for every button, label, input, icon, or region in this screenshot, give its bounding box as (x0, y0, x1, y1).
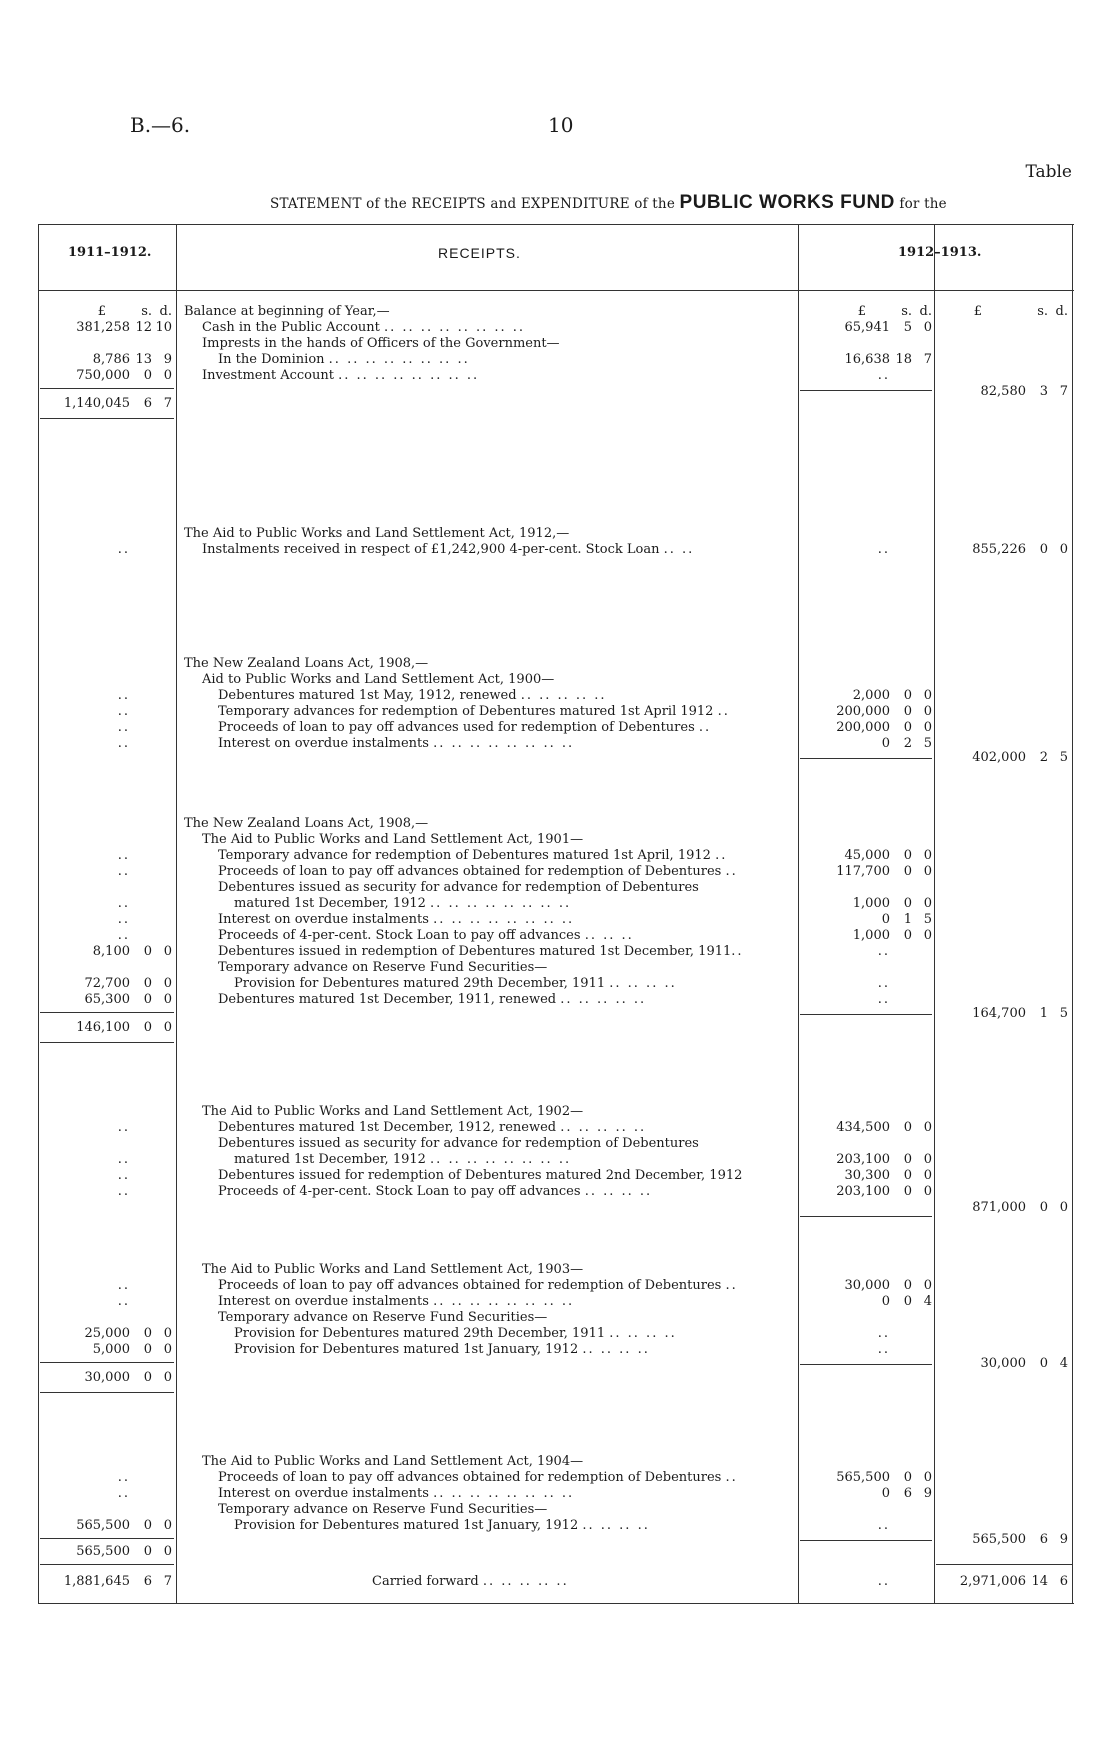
col-rule-left (38, 224, 39, 1604)
nz1901-line-1: Temporary advance for redemption of Debentures matured 1st April, 1912 .. (218, 848, 728, 863)
nz1901-line-2: Proceeds of loan to pay off advances obtained for redemption of Debentures .. (218, 864, 738, 879)
balance-dominion: In the Dominion .. .. .. .. .. .. .. .. (218, 352, 470, 367)
aid1903-mid-col: 30,000 0 0 0 0 4 .. .. (844, 1278, 932, 1357)
nz1901-line-6: Debentures issued in redemption of Debentures matured 1st December, 1911.. (218, 944, 744, 959)
nz1901-left-rule-2 (40, 1042, 174, 1043)
aid1902-line-2b: matured 1st December, 1912 .. .. .. .. .. .. .. .. (234, 1152, 572, 1167)
col-head-1912: 1912–1913. (898, 245, 982, 260)
table-top-rule (38, 224, 1074, 225)
currency-head-left: £ s. d. (97, 304, 172, 319)
col-rule-3 (934, 224, 935, 1604)
section-aid-1902 (184, 1104, 792, 1200)
aid1912-left: .. (117, 542, 130, 557)
aid1904-line-4: Provision for Debentures matured 1st January, 1912 .. .. .. .. (234, 1518, 650, 1533)
aid1904-right-total: 565,500 6 9 (972, 1532, 1068, 1547)
aid1904-line-1: Proceeds of loan to pay off advances obtained for redemption of Debentures .. (218, 1470, 738, 1485)
carried-forward-row: Carried forward .. .. .. .. .. (372, 1574, 569, 1589)
aid1912-mid: .. (877, 542, 890, 557)
aid1912-title: The Aid to Public Works and Land Settlement Act, 1912,— (184, 526, 570, 541)
nz1901-left-col: .. .. .. .. .. 8,100 0 0 72,700 0 0 65,300 0 0 (84, 848, 172, 1007)
aid1904-left-rule-2 (40, 1564, 174, 1565)
table-label: Table (1025, 162, 1072, 182)
nz1901-line-7: Temporary advance on Reserve Fund Securities— (218, 960, 548, 975)
nz1900-mid-values: 2,000 0 0 200,000 0 0 200,000 0 0 0 2 5 (836, 688, 932, 751)
balance-mid-cash: 65,941 5 0 (844, 320, 932, 335)
balance-imprests: Imprests in the hands of Officers of the Government— (202, 336, 560, 351)
nz1901-line-8: Provision for Debentures matured 29th December, 1911 .. .. .. .. (234, 976, 677, 991)
nz1901-title: The New Zealand Loans Act, 1908,— (184, 816, 429, 831)
aid1902-mid-col: 434,500 0 0 203,100 0 0 30,300 0 0 203,100 0 0 (836, 1120, 932, 1199)
carried-forward-left: 1,881,645 6 7 (63, 1574, 172, 1589)
aid1902-line-3: Debentures issued for redemption of Debentures matured 2nd December, 1912 (218, 1168, 743, 1183)
carried-forward-mid: .. (877, 1574, 890, 1589)
aid1903-left-rule (40, 1362, 174, 1363)
aid1903-title: The Aid to Public Works and Land Settlement Act, 1903— (202, 1262, 584, 1277)
nz1901-line-4: Interest on overdue instalments .. .. .. .. .. .. .. .. (218, 912, 575, 927)
balance-title: Balance at beginning of Year,— (184, 304, 390, 319)
nz1901-line-3b: matured 1st December, 1912 .. .. .. .. .. .. .. .. (234, 896, 572, 911)
section-aid-1904 (184, 1454, 792, 1534)
carried-forward-right: 2,971,006 14 6 (959, 1574, 1068, 1589)
aid1904-line-3: Temporary advance on Reserve Fund Securities— (218, 1502, 548, 1517)
balance-right-total: 82,580 3 7 (980, 384, 1068, 399)
balance-mid-dominion: 16,638 18 7 (844, 352, 932, 367)
aid1902-title: The Aid to Public Works and Land Settlement Act, 1902— (202, 1104, 584, 1119)
section-balance (184, 304, 792, 384)
aid1904-left-col: .. .. 565,500 0 0 (76, 1470, 172, 1533)
aid1902-line-2a: Debentures issued as security for advance for redemption of Debentures (218, 1136, 699, 1151)
balance-left-rule-2 (40, 418, 174, 419)
aid1903-mid-rule (800, 1364, 932, 1365)
aid1902-left-col: .. .. .. .. (117, 1120, 130, 1199)
nz1901-line-5: Proceeds of 4-per-cent. Stock Loan to pay off advances .. .. .. (218, 928, 634, 943)
carried-forward-label: Carried forward (372, 1574, 479, 1589)
aid1904-mid-rule (800, 1540, 932, 1541)
aid1902-line-1: Debentures matured 1st December, 1912, renewed .. .. .. .. .. (218, 1120, 647, 1135)
aid1903-line-2: Interest on overdue instalments .. .. .. .. .. .. .. .. (218, 1294, 575, 1309)
balance-mid-investment: .. (877, 368, 890, 383)
statement-title (270, 192, 947, 214)
balance-left-dominion: 8,786 13 9 (92, 352, 172, 367)
aid1902-right-total: 871,000 0 0 (972, 1200, 1068, 1215)
nz1900-line-2: Temporary advances for redemption of Debentures matured 1st April 1912 .. (218, 704, 730, 719)
aid1903-line-4: Provision for Debentures matured 29th December, 1911 .. .. .. .. (234, 1326, 677, 1341)
aid1903-left-rule-2 (40, 1392, 174, 1393)
nz1900-subtitle: Aid to Public Works and Land Settlement Act, 1900— (202, 672, 555, 687)
aid1903-left-col: .. .. 25,000 0 0 5,000 0 0 (84, 1278, 172, 1357)
table-head-rule (38, 290, 1074, 291)
aid1912-instalments: Instalments received in respect of £1,242,900 4-per-cent. Stock Loan .. .. (202, 542, 695, 557)
col-rule-right (1072, 224, 1073, 1604)
balance-left-investment: 750,000 0 0 (76, 368, 172, 383)
aid1904-mid-col: 565,500 0 0 0 6 9 .. (836, 1470, 932, 1533)
currency-head-right: £ s. d. (973, 304, 1068, 319)
balance-investment: Investment Account .. .. .. .. .. .. .. .. (202, 368, 480, 383)
aid1904-title: The Aid to Public Works and Land Settlement Act, 1904— (202, 1454, 584, 1469)
nz1900-line-4: Interest on overdue instalments .. .. .. .. .. .. .. .. (218, 736, 575, 751)
statement-prefix: STATEMENT of the RECEIPTS and EXPENDITURE of the (270, 196, 676, 212)
nz1900-title: The New Zealand Loans Act, 1908,— (184, 656, 429, 671)
col-head-receipts: RECEIPTS. (438, 245, 521, 261)
col-head-1911: 1911–1912. (68, 245, 152, 260)
col-rule-2 (798, 224, 799, 1604)
balance-left-total: 1,140,045 6 7 (63, 396, 172, 411)
aid1904-left-rule (40, 1538, 174, 1539)
section-aid-1912 (184, 526, 792, 558)
col-rule-1 (176, 224, 177, 1604)
aid1903-line-5: Provision for Debentures matured 1st January, 1912 .. .. .. .. (234, 1342, 650, 1357)
statement-suffix: for the (899, 196, 947, 212)
section-nzloans-1901 (184, 816, 792, 1008)
nz1901-line-9: Debentures matured 1st December, 1911, renewed .. .. .. .. .. (218, 992, 647, 1007)
nz1900-right-total: 402,000 2 5 (972, 750, 1068, 765)
nz1900-line-1: Debentures matured 1st May, 1912, renewed .. .. .. .. .. (218, 688, 607, 703)
aid1904-line-2: Interest on overdue instalments .. .. .. .. .. .. .. .. (218, 1486, 575, 1501)
section-aid-1903 (184, 1262, 792, 1358)
aid1912-right-total: 855,226 0 0 (972, 542, 1068, 557)
aid1903-right-total: 30,000 0 4 (980, 1356, 1068, 1371)
balance-cash: Cash in the Public Account .. .. .. .. .. .. .. .. (202, 320, 526, 335)
aid1903-line-1: Proceeds of loan to pay off advances obtained for redemption of Debentures .. (218, 1278, 738, 1293)
table-bottom-rule (38, 1603, 1074, 1604)
aid1903-left-total: 30,000 0 0 (84, 1370, 172, 1385)
nz1901-mid-col: 45,000 0 0 117,700 0 0 1,000 0 0 0 1 5 1,000 0 0 .. .. .. (836, 848, 932, 1007)
nz1900-mid-rule (800, 758, 932, 759)
statement-fund: PUBLIC WORKS FUND (679, 192, 895, 213)
balance-left-cash: 381,258 12 10 (76, 320, 172, 335)
document-reference: B.—6. (130, 113, 191, 137)
balance-mid-rule (800, 390, 932, 391)
aid1902-line-4: Proceeds of 4-per-cent. Stock Loan to pay off advances .. .. .. .. (218, 1184, 653, 1199)
nz1901-left-rule (40, 1012, 174, 1013)
page-number: 10 (548, 113, 574, 137)
nz1901-line-3a: Debentures issued as security for advance for redemption of Debentures (218, 880, 699, 895)
nz1901-left-total: 146,100 0 0 (76, 1020, 172, 1035)
aid1903-line-3: Temporary advance on Reserve Fund Securities— (218, 1310, 548, 1325)
aid1904-right-rule (936, 1564, 1072, 1565)
nz1901-mid-rule (800, 1014, 932, 1015)
aid1904-left-total: 565,500 0 0 (76, 1544, 172, 1559)
nz1900-left-dittos: .. .. .. .. (117, 688, 130, 751)
section-nzloans-1900 (184, 656, 792, 752)
aid1902-mid-rule (800, 1216, 932, 1217)
currency-head-mid: £ s. d. (857, 304, 932, 319)
nz1900-line-3: Proceeds of loan to pay off advances used for redemption of Debentures .. (218, 720, 712, 735)
nz1901-right-total: 164,700 1 5 (972, 1006, 1068, 1021)
balance-left-rule (40, 388, 174, 389)
nz1901-subtitle: The Aid to Public Works and Land Settlement Act, 1901— (202, 832, 584, 847)
